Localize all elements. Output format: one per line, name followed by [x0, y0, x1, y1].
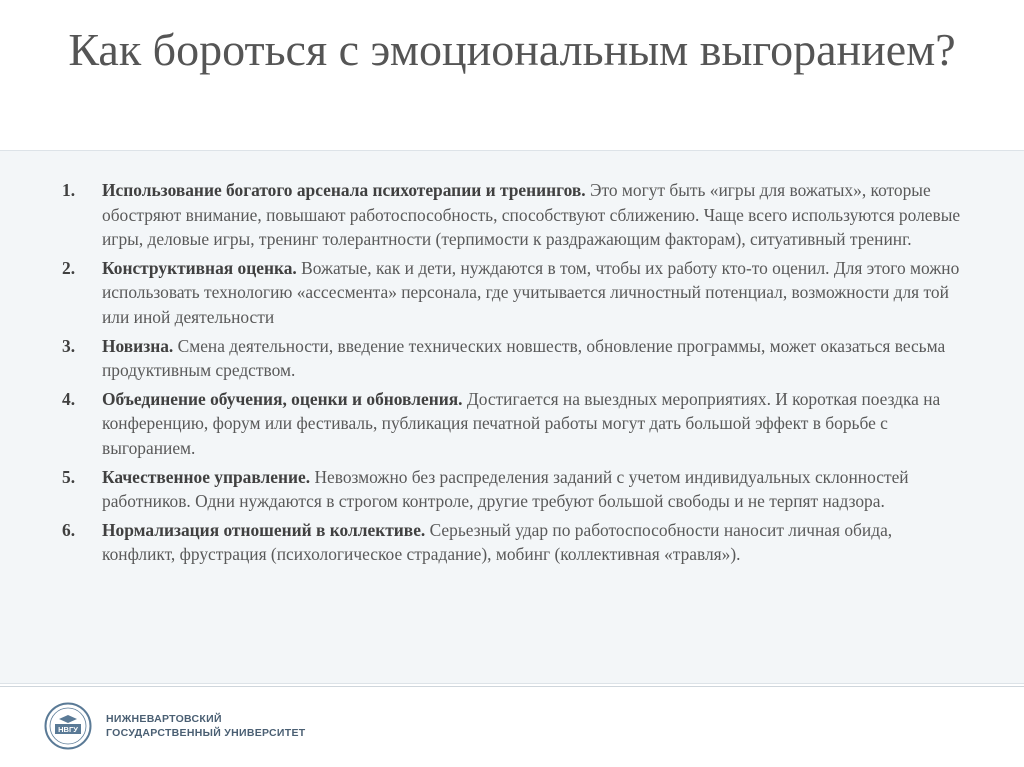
item-text: Это могут быть «игры для вожатых», которые обостряют внимание, повышают работоспособность, способствуют сближению. Чаще всего используются ролевые игры, деловые игры, тренинг толерантности (терпимости к раздражающим факторам), ситуативный тренинг.: [102, 180, 961, 250]
logo-text: НВГУ: [58, 725, 78, 734]
university-name: [106, 712, 306, 740]
measures-list: [62, 178, 962, 571]
item-number: 1.: [62, 180, 76, 200]
slide-title: Как бороться с эмоциональным выгоранием?: [68, 24, 956, 75]
item-number: 2.: [62, 257, 76, 278]
item-lead: Объединение обучения, оценки и обновления.: [102, 388, 463, 409]
list-item: [62, 256, 962, 330]
item-number: 3.: [62, 335, 76, 356]
item-lead: Конструктивная оценка.: [102, 257, 297, 278]
item-lead: Новизна.: [102, 335, 174, 356]
item-lead: Использование богатого арсенала психотерапии и тренингов.: [102, 180, 586, 200]
list-item: [62, 178, 962, 252]
university-name-line1: НИЖНЕВАРТОВСКИЙ: [106, 713, 222, 725]
item-text: Смена деятельности, введение технических новшеств, обновление программы, может оказаться весьма продуктивным средством.: [102, 335, 946, 381]
university-name-line2: ГОСУДАРСТВЕННЫЙ УНИВЕРСИТЕТ: [106, 727, 306, 739]
item-text: Серьезный удар по работоспособности наносит личная обида, конфликт, фрустрация (психологическое страдание), мобинг (коллективная «травля»).: [102, 519, 893, 565]
item-text: Невозможно без распределения заданий с учетом индивидуальных склонностей работников. Одни нуждаются в строгом контроле, другие требуют большой свободы и не терпят надзора.: [102, 466, 909, 512]
item-lead: Качественное управление.: [102, 466, 311, 487]
footer-divider: [0, 686, 1024, 697]
item-number: 4.: [62, 388, 76, 409]
item-number: 5.: [62, 466, 76, 487]
list-item: [62, 334, 962, 383]
list-item: [62, 518, 962, 567]
university-logo-icon: [44, 702, 92, 750]
list-item: [62, 387, 962, 461]
title-area: [0, 0, 1024, 152]
list-item: [62, 465, 962, 514]
item-text: Достигается на выездных мероприятиях. И короткая поездка на конференцию, форум или фестиваль, публикация печатной работы могут дать большой эффект в борьбе с выгоранием.: [102, 388, 941, 458]
item-lead: Нормализация отношений в коллективе.: [102, 519, 426, 540]
footer: [40, 700, 440, 754]
item-text: Вожатые, как и дети, нуждаются в том, чтобы их работу кто-то оценил. Для этого можно использовать технологию «ассесмента» персонала, где учитывается личностный потенциал, возможности для той или иной деятельности: [102, 257, 960, 327]
item-number: 6.: [62, 519, 76, 540]
